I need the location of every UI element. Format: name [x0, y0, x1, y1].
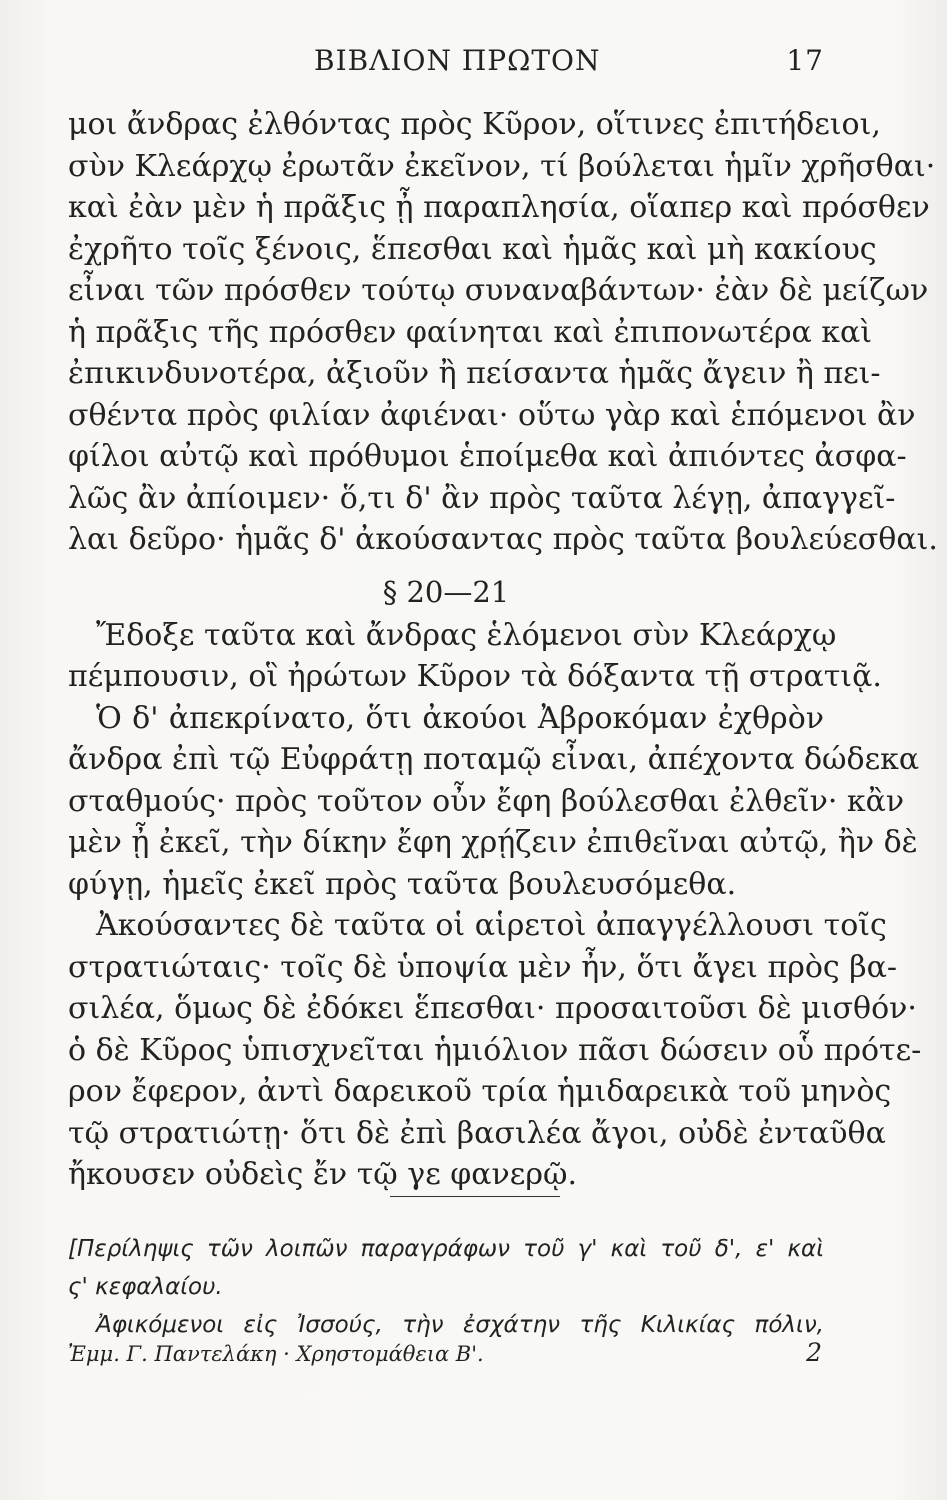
text-line: σιλέα, ὅμως δὲ ἐδόκει ἕπεσθαι· προσαιτοῦσι δὲ μισθόν· [68, 991, 917, 1026]
running-head [68, 44, 824, 84]
paragraph-4 [68, 905, 922, 1196]
footnote-line: [Περίληψις τῶν λοιπῶν παραγράφων τοῦ γ' καὶ τοῦ δ', ε' καὶ [68, 1236, 824, 1262]
section-heading: § 20—21 [382, 574, 510, 609]
paragraph-1 [68, 104, 938, 561]
text-line: πέμπουσιν, οἳ ἠρώτων Κῦρον τὰ δόξαντα τῇ στρατιᾷ. [68, 659, 882, 694]
text-line: λῶς ἂν ἀπίοιμεν· ὅ,τι δ' ἂν πρὸς ταῦτα λέγῃ, ἀπαγγεῖ- [68, 480, 896, 516]
text-line: φίλοι αὐτῷ καὶ πρόθυμοι ἑποίμεθα καὶ ἀπιόντες ἀσφα- [68, 439, 907, 474]
text-line: μὲν ᾖ ἐκεῖ, τὴν δίκην ἔφη χρῄζειν ἐπιθεῖναι αὐτῷ, ἢν δὲ [68, 825, 918, 860]
footnote [68, 1230, 824, 1344]
footnote-line: Ἀφικόμενοι εἰς Ἰσσούς, τὴν ἐσχάτην τῆς Κιλικίας πόλιν, [96, 1312, 824, 1338]
page-number: 17 [786, 44, 824, 77]
text-line: τῷ στρατιώτῃ· ὅτι δὲ ἐπὶ βασιλέα ἄγοι, οὐδὲ ἐνταῦθα [68, 1115, 886, 1151]
main-text [68, 104, 938, 1196]
text-line: ὁ δὲ Κῦρος ὑπισχνεῖται ἡμιόλιον πᾶσι δώσειν οὗ πρότε- [68, 1032, 922, 1068]
text-line: Ἔδοξε ταῦτα καὶ ἄνδρας ἑλόμενοι σὺν Κλεάρχῳ [96, 617, 837, 653]
paragraph-2 [68, 615, 882, 698]
signature-mark: 2 [806, 1338, 822, 1367]
text-line: Ὁ δ' ἀπεκρίνατο, ὅτι ἀκούοι Ἀβροκόμαν ἐχθρὸν [96, 700, 824, 736]
text-line: ἡ πρᾶξις τῆς πρόσθεν φαίνηται καὶ ἐπιπονωτέρα καὶ [68, 314, 873, 350]
imprint: Ἐμμ. Γ. Παντελάκη · Χρηστομάθεια Β'. [68, 1342, 484, 1366]
text-line: σθέντα πρὸς φιλίαν ἀφιέναι· οὕτω γὰρ καὶ ἑπόμενοι ἂν [68, 397, 916, 433]
text-line: φύγῃ, ἡμεῖς ἐκεῖ πρὸς ταῦτα βουλευσόμεθα. [68, 866, 737, 902]
text-line: σταθμούς· πρὸς τοῦτον οὖν ἔφη βούλεσθαι ἐλθεῖν· κἂν [68, 783, 905, 819]
text-line: ἐχρῆτο τοῖς ξένοις, ἕπεσθαι καὶ ἡμᾶς καὶ μὴ κακίους [68, 231, 877, 267]
text-line: εἶναι τῶν πρόσθεν τούτῳ συναναβάντων· ἐὰν δὲ μείζων [68, 273, 929, 308]
page-footer [68, 1338, 824, 1382]
footnote-divider [390, 1196, 560, 1197]
text-line: σὺν Κλεάρχῳ ἐρωτᾶν ἐκεῖνον, τί βούλεται ἡμῖν χρῆσθαι· [68, 148, 936, 184]
text-line: ἤκουσεν οὐδεὶς ἔν τῷ γε φανερῷ. [68, 1157, 577, 1192]
text-line: ρον ἔφερον, ἀντὶ δαρεικοῦ τρία ἡμιδαρεικὰ τοῦ μηνὸς [68, 1074, 892, 1109]
text-line: μοι ἄνδρας ἐλθόντας πρὸς Κῦρον, οἵτινες ἐπιτήδειοι, [68, 107, 881, 142]
text-line: ἐπικινδυνοτέρα, ἀξιοῦν ἢ πείσαντα ἡμᾶς ἄγειν ἢ πει- [68, 356, 881, 391]
footnote-line: ς' κεφαλαίου. [68, 1274, 223, 1300]
running-title: ΒΙΒΛΙΟΝ ΠΡΩΤΟΝ [314, 44, 601, 77]
text-line: στρατιώταις· τοῖς δὲ ὑποψία μὲν ἦν, ὅτι ἄγει πρὸς βα- [68, 949, 897, 985]
paragraph-3 [68, 698, 920, 906]
text-line: λαι δεῦρο· ἡμᾶς δ' ἀκούσαντας πρὸς ταῦτα βουλεύεσθαι. [68, 522, 938, 557]
text-line: καὶ ἐὰν μὲν ἡ πρᾶξις ᾖ παραπλησία, οἵαπερ καὶ πρόσθεν [68, 190, 930, 225]
text-line: ἄνδρα ἐπὶ τῷ Εὐφράτῃ ποταμῷ εἶναι, ἀπέχοντα δώδεκα [68, 742, 920, 777]
text-line: Ἀκούσαντες δὲ ταῦτα οἱ αἱρετοὶ ἀπαγγέλλουσι τοῖς [96, 908, 887, 943]
